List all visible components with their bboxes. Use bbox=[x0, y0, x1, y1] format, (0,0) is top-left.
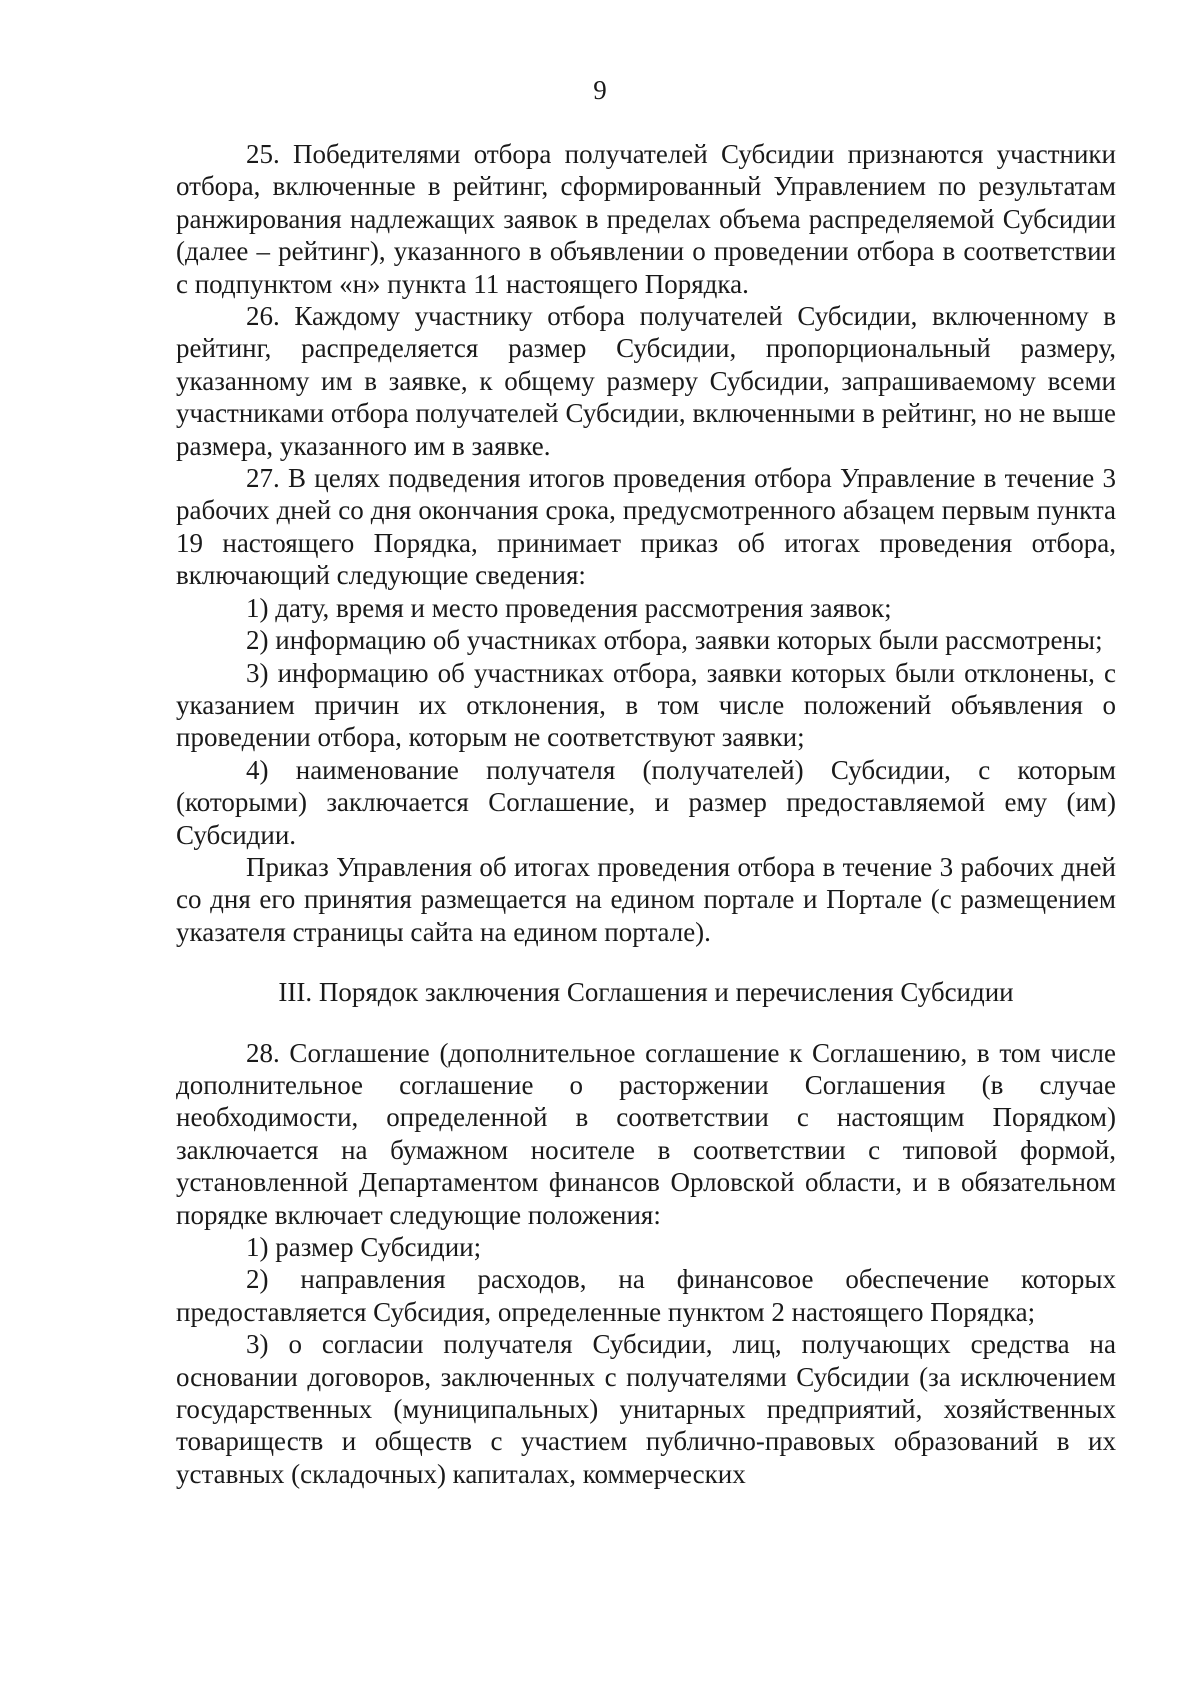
paragraph-27-item-3: 3) информацию об участниках отбора, заявки которых были отклонены, с указанием причин их отклонения, в том числе положений объявления о проведении отбора, которым не соответствуют заявки; bbox=[176, 657, 1116, 753]
paragraph-28-item-1: 1) размер Субсидии; bbox=[246, 1232, 482, 1262]
paragraph-27-item-4: 4) наименование получателя (получателей) Субсидии, с которым (которыми) заключается Соглашение, и размер предоставляемой ему (им) Субсидии. bbox=[176, 754, 1116, 850]
paragraph-27: 27. В целях подведения итогов проведения отбора Управление в течение 3 рабочих дней со дня окончания срока, предусмотренного абзацем первым пункта 19 настоящего Порядка, принимает приказ об итогах проведения отбора, включающий следующие сведения: bbox=[176, 463, 1116, 591]
paragraph-27-item-1: 1) дату, время и место проведения рассмотрения заявок; bbox=[246, 592, 892, 623]
page-number: 9 bbox=[593, 75, 607, 105]
paragraph-26: 26. Каждому участнику отбора получателей Субсидии, включенному в рейтинг, распределяется размер Субсидии, пропорциональный размеру, указанному им в заявке, к общему размеру Субсидии, запрашиваемому всеми участниками отбора получателей Субсидии, включенными в рейтинг, но не выше размера, указанного им в заявке. bbox=[176, 301, 1116, 461]
paragraph-28-item-2: 2) направления расходов, на финансовое обеспечение которых предоставляется Субсидия, определенные пунктом 2 настоящего Порядка; bbox=[176, 1264, 1116, 1327]
section-heading: III. Порядок заключения Соглашения и перечисления Субсидии bbox=[278, 977, 1014, 1008]
paragraph-28: 28. Соглашение (дополнительное соглашение к Соглашению, в том числе дополнительное соглашение о расторжении Соглашения (в случае необходимости, определенной в соответствии с настоящим Порядком) заключается на бумажном носителе в соответствии с типовой формой, установленной Департаментом финансов Орловской области, и в обязательном порядке включает следующие положения: bbox=[176, 1037, 1116, 1230]
document-body bbox=[176, 138, 1116, 1490]
paragraph-28-item-3: 3) о согласии получателя Субсидии, лиц, получающих средства на основании договоров, заключенных с получателями Субсидии (за исключением государственных (муниципальных) унитарных предприятий, хозяйственных товариществ и обществ с участием публично-правовых образований в их уставных (складочных) капиталах, коммерческих bbox=[176, 1329, 1116, 1489]
paragraph-27-item-2: 2) информацию об участниках отбора, заявки которых были рассмотрены; bbox=[246, 625, 1103, 656]
paragraph-order-publication: Приказ Управления об итогах проведения отбора в течение 3 рабочих дней со дня его принятия размещается на едином портале и Портале (с размещением указателя страницы сайта на едином портале). bbox=[176, 851, 1116, 947]
paragraph-25: 25. Победителями отбора получателей Субсидии признаются участники отбора, включенные в рейтинг, сформированный Управлением по результатам ранжирования надлежащих заявок в пределах объема распределяемой Субсидии (далее – рейтинг), указанного в объявлении о проведении отбора в соответствии с подпунктом «н» пункта 11 настоящего Порядка. bbox=[176, 139, 1116, 299]
